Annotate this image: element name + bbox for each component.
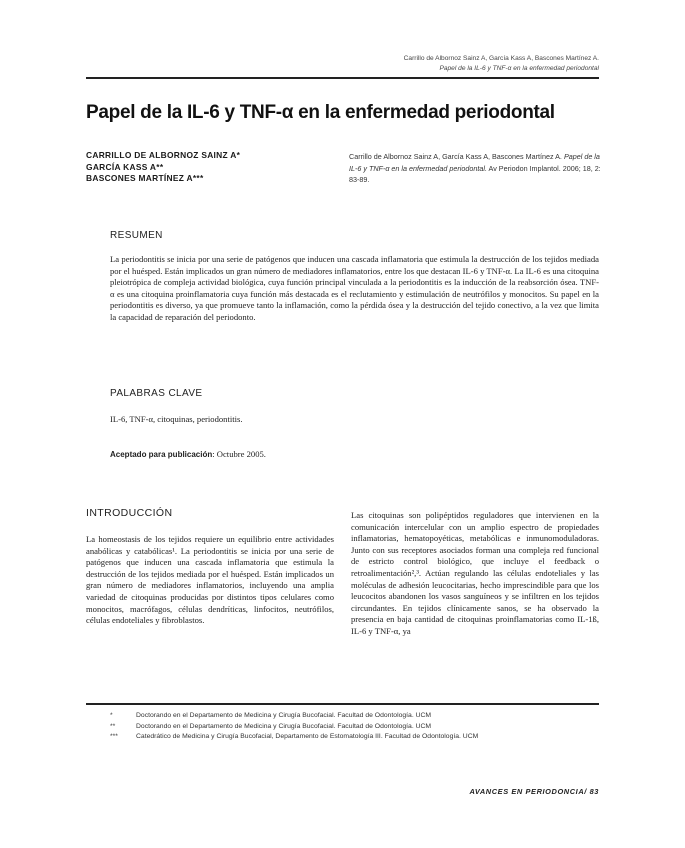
introduccion-heading: INTRODUCCIÓN xyxy=(86,507,173,519)
footnote-text: Doctorando en el Departamento de Medicina y Cirugía Bucofacial. Facultad de Odontología. UCM xyxy=(136,722,432,730)
palabras-clave-text: IL-6, TNF-α, citoquinas, periodontitis. xyxy=(110,414,243,424)
article-title: Papel de la IL-6 y TNF-α en la enfermedad periodontal xyxy=(86,102,555,123)
footnote-mark: * xyxy=(110,712,113,719)
footnote-mark: ** xyxy=(110,722,116,730)
running-header-authors: Carrillo de Albornoz Sainz A, García Kass A, Bascones Martínez A. xyxy=(403,55,599,62)
footnote-mark: *** xyxy=(110,733,118,740)
author-list xyxy=(86,150,240,185)
author-1: CARRILLO DE ALBORNOZ SAINZ A* xyxy=(86,150,241,160)
resumen-heading: RESUMEN xyxy=(110,230,163,241)
page-footer: AVANCES EN PERIODONCIA/ 83 xyxy=(469,787,599,796)
footnote-2 xyxy=(110,722,478,733)
author-2: GARCÍA KASS A** xyxy=(86,161,164,172)
footnotes xyxy=(110,711,478,743)
footnote-text: Doctorando en el Departamento de Medicina y Cirugía Bucofacial. Facultad de Odontología. UCM xyxy=(136,712,432,719)
running-header xyxy=(404,54,599,73)
aceptado-date: : Octubre 2005. xyxy=(212,449,266,459)
footnote-text: Catedrático de Medicina y Cirugía Bucofacial, Departamento de Estomatología III. Facultad de Odontología. UCM xyxy=(136,733,479,740)
aceptado-label: Aceptado para publicación xyxy=(110,450,213,459)
introduccion-col-right: Las citoquinas son polipéptidos reguladores que intervienen en la comunicación intercelular con un amplio espectro de propiedades inflamatorias, hematopoyéticas, metabólicas e inmunomoduladoras. Junto con sus receptores asociados forman una compleja red funcional de estricto control biológico, que incluye el feedback o retroalimentación²,³. Actúan regulando las células endoteliales y las moléculas de adhesión leucocitarias, hecho imprescindible para que los leucocitos abandonen los vasos sanguíneos y se infiltren en los tejidos circundantes. En tejidos clínicamente sanos, se ha observado la presencia en baja cantidad de citoquinas proinflamatorias como IL-1ß, IL-6 y TNF-α, ya xyxy=(351,510,599,636)
footnote-3 xyxy=(110,732,478,743)
running-header-title: Papel de la IL-6 y TNF-α en la enfermedad periodontal xyxy=(439,64,599,72)
footnote-rule xyxy=(86,703,599,705)
citation-block xyxy=(349,151,601,186)
introduccion-col-left: La homeostasis de los tejidos requiere un equilibrio entre actividades anabólicas y catabólicas¹. La periodontitis se inicia por una serie de patógenos que inducen una cascada inflamatoria que estimula la destrucción de los tejidos mediada por el huésped. Están implicados un gran número de mediadores inflamatorios, incluyendo una amplia variedad de citoquinas producidas por distintos tipos celulares como monocitos, macrófagos, células dendríticas, linfocitos, neutrófilos, células endoteliales y fibroblastos. xyxy=(86,534,334,626)
citation-journal: Av Periodon Implantol. 2006; 18, 2: 83-89. xyxy=(349,163,601,184)
citation-title: Papel de la IL-6 y TNF-α en la enfermedad periodontal. xyxy=(349,152,600,173)
aceptado-line xyxy=(110,449,266,461)
citation-authors: Carrillo de Albornoz Sainz A, García Kass A, Bascones Martínez A. xyxy=(349,152,562,161)
author-3: BASCONES MARTÍNEZ A*** xyxy=(86,173,204,183)
header-rule xyxy=(86,77,599,79)
resumen-text: La periodontitis se inicia por una serie de patógenos que inducen una cascada inflamatoria que estimula la destrucción de los tejidos mediada por el huésped. Están implicados un gran número de mediadores inflamatorios, entre los que destacan IL-6 y TNF-α. La IL-6 es una citoquina pleiotrópica de compleja actividad biológica, cuya función principal vinculada a la periodontitis es la inducción de la reabsorción ósea. TNF-α es una citoquina proinflamatoria cuya función más destacada es el reclutamiento y estimulación de neutrófilos y monocitos. Su papel en la periodontitis es diverso, ya que promueve tanto la inflamación, como la pérdida ósea y la destrucción del tejido conectivo, a la vez que limita la capacidad de reparación del periodonto. xyxy=(110,254,599,322)
footnote-1 xyxy=(110,711,478,722)
palabras-clave-heading: PALABRAS CLAVE xyxy=(110,388,203,399)
